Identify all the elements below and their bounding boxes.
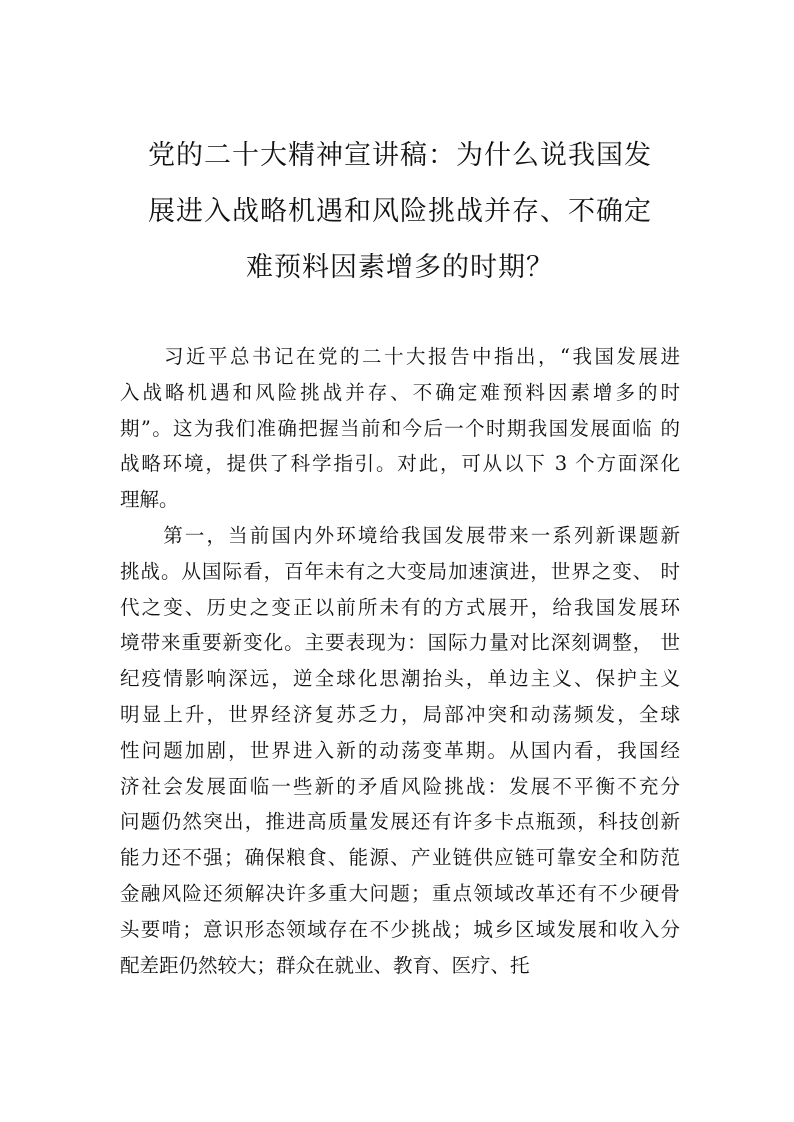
title-line: 难预料因素增多的时期？ (246, 252, 554, 283)
text-line: 明显上升，世界经济复苏乏力，局部冲突和动荡频发，全球 (120, 702, 680, 726)
text-line: 纪疫情影响深远，逆全球化思潮抬头，单边主义、保护主义 (120, 667, 680, 691)
text-line: 问题仍然突出，推进高质量发展还有许多卡点瓶颈，科技创新 (120, 810, 680, 834)
title-line: 展进入战略机遇和风险挑战并存、不确定 (148, 196, 652, 227)
paragraph-first-point (120, 518, 680, 983)
text-line: 能力还不强；确保粮食、能源、产业链供应链可靠安全和防范 (120, 846, 680, 870)
text-line: 习近平总书记在党的二十大报告中指出，“我国发展进 (120, 345, 680, 368)
text-line: 战略环境，提供了科学指引。对此，可从以下 3 个方面深化 (120, 452, 680, 476)
text-line: 第一，当前国内外环境给我国发展带来一系列新课题新 (120, 523, 680, 547)
text-line: 理解。 (120, 488, 179, 512)
text-line: 金融风险还须解决许多重大问题；重点领域改革还有不少硬骨 (120, 881, 680, 905)
text-line: 配差距仍然较大；群众在就业、教育、医疗、托 (120, 953, 530, 977)
document-title (120, 128, 680, 296)
text-line: 性问题加剧，世界进入新的动荡变革期。从国内看，我国经 (120, 738, 680, 762)
text-line: 入战略机遇和风险挑战并存、不确定难预料因素增多的时 (120, 380, 680, 404)
text-line: 挑战。从国际看，百年未有之大变局加速演进，世界之变、 时 (120, 559, 680, 583)
title-line: 党的二十大精神宣讲稿：为什么说我国发 (148, 140, 652, 171)
text-line: 境带来重要新变化。主要表现为：国际力量对比深刻调整， 世 (120, 631, 680, 655)
text-line: 期”。这为我们准确把握当前和今后一个时期我国发展面临 的 (120, 416, 680, 440)
text-line: 济社会发展面临一些新的矛盾风险挑战：发展不平衡不充分 (120, 774, 680, 798)
document-body (120, 339, 680, 983)
text-line: 头要啃；意识形态领域存在不少挑战；城乡区域发展和收入分 (120, 917, 680, 941)
text-line: 代之变、历史之变正以前所未有的方式展开，给我国发展环 (120, 595, 680, 619)
paragraph-intro (120, 339, 680, 518)
